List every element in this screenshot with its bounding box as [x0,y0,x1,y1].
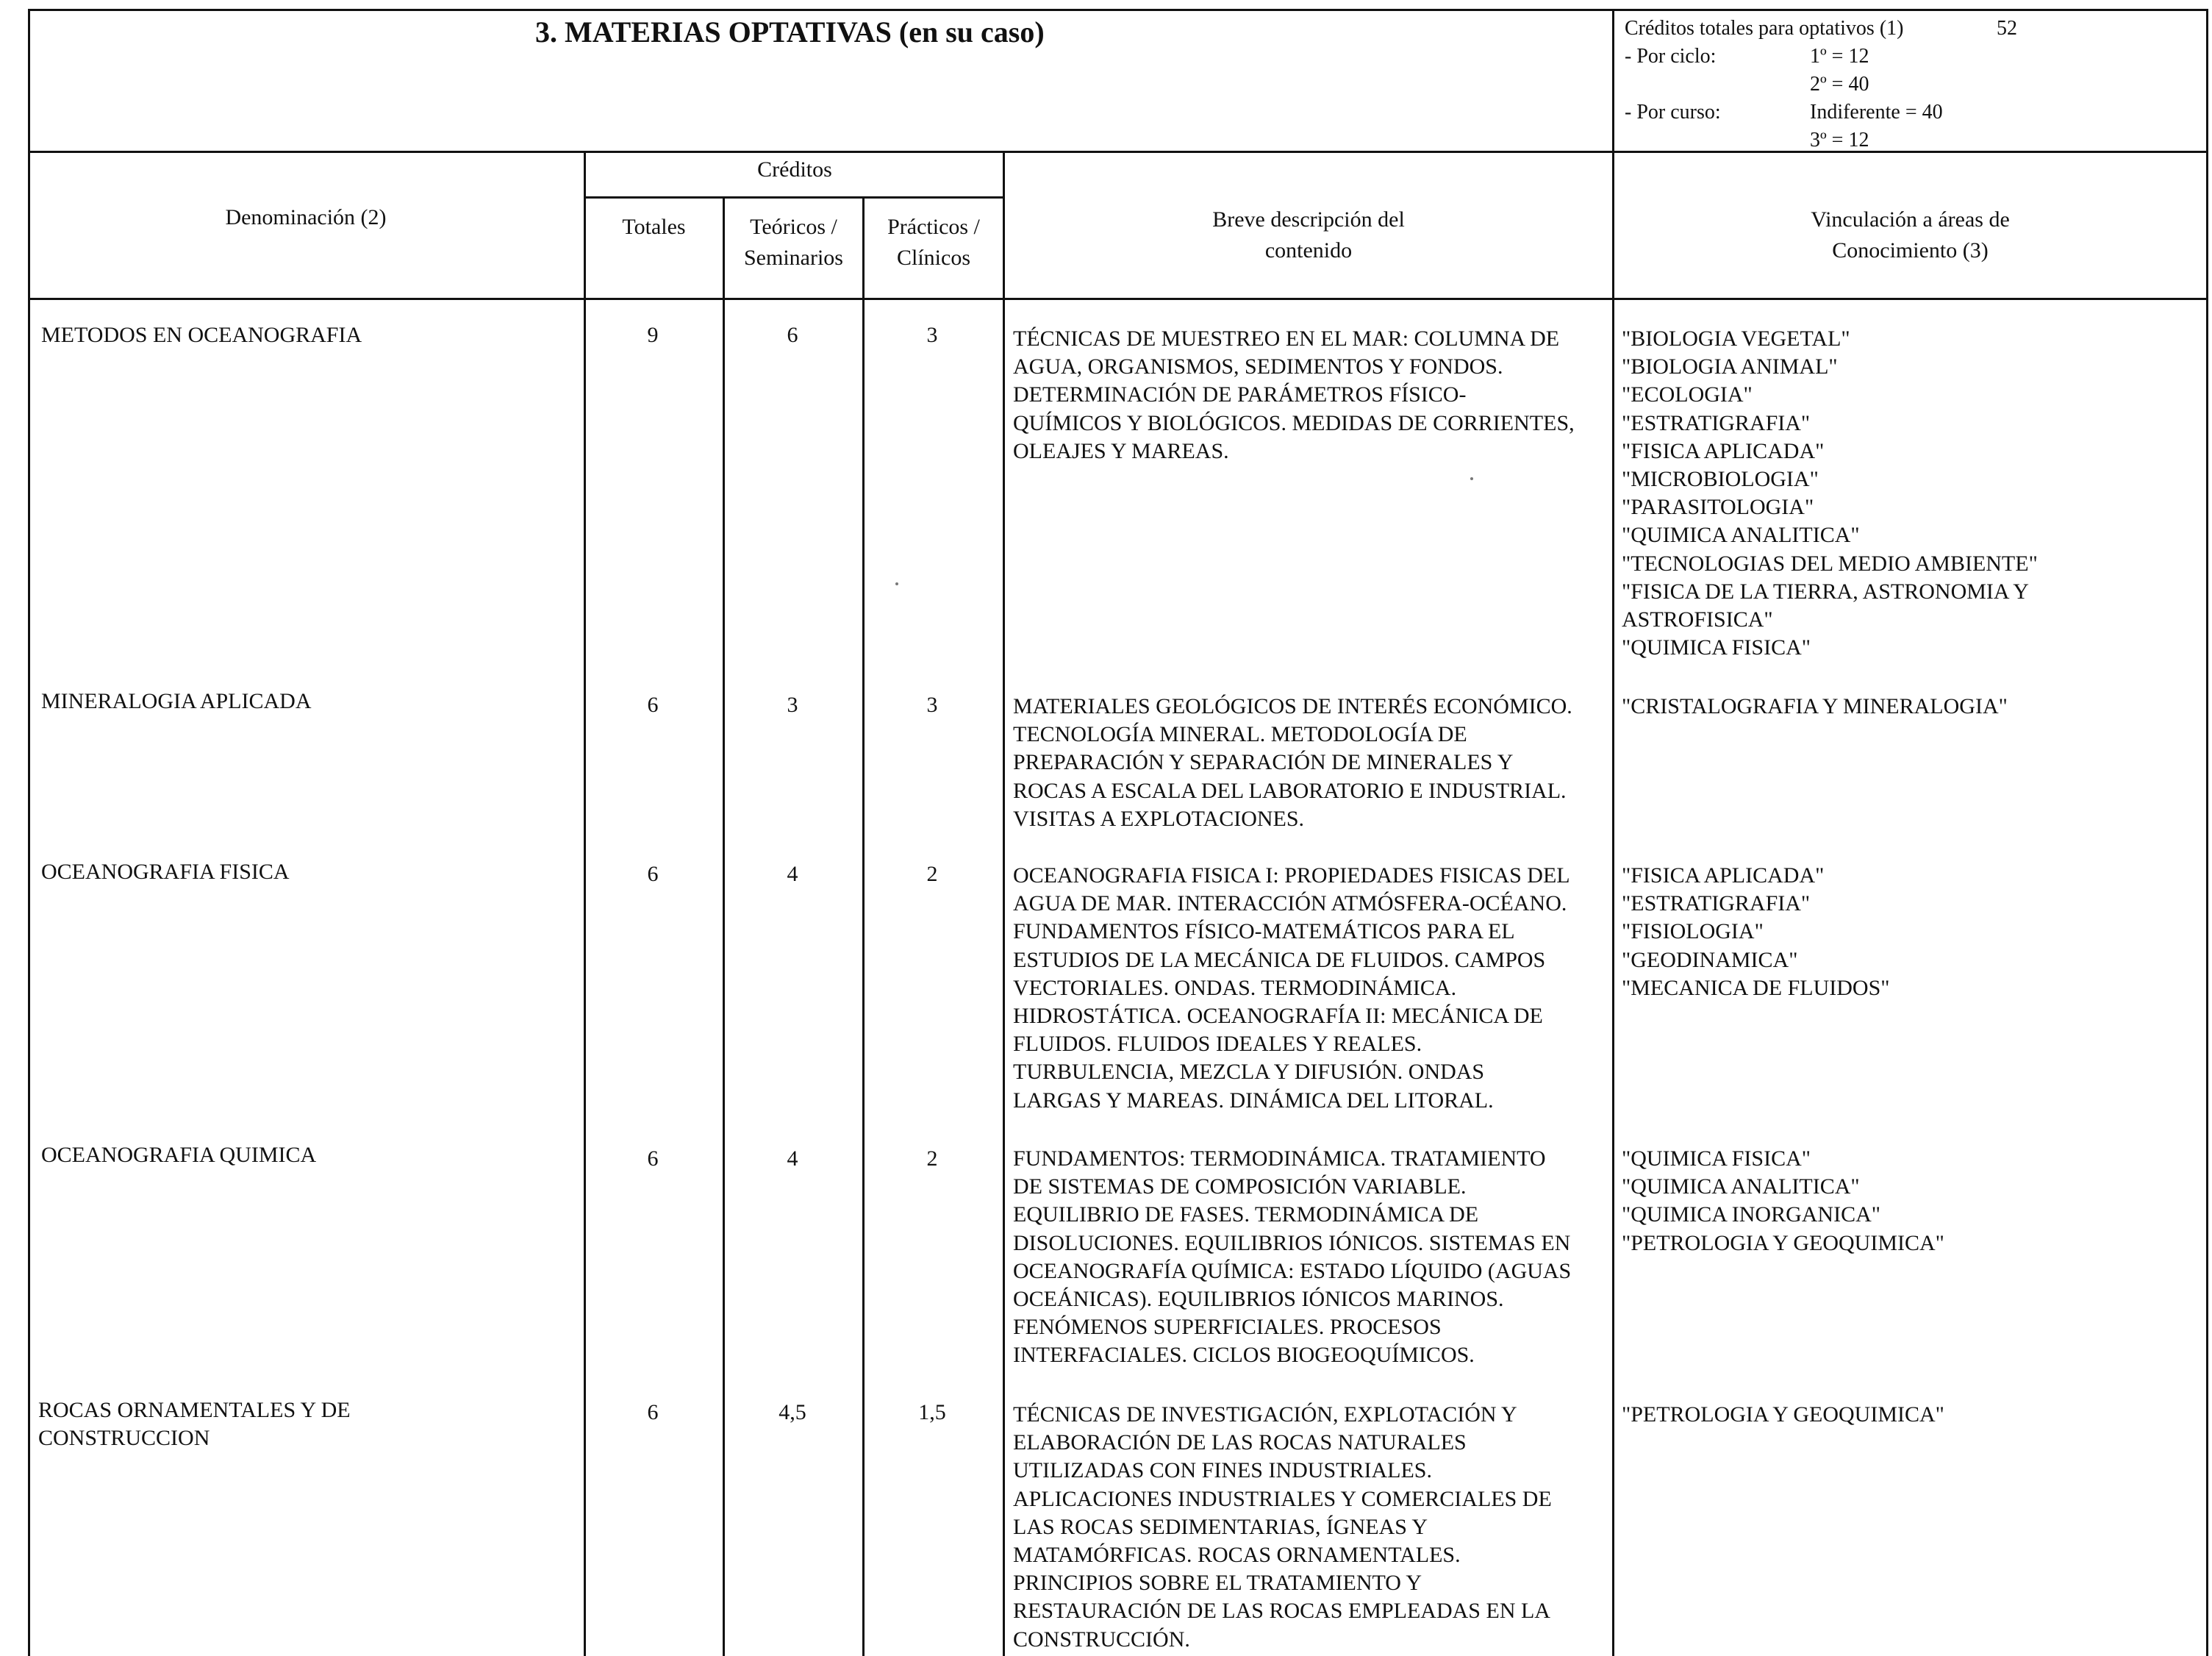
section-title: 3. MATERIAS OPTATIVAS (en su caso) [535,15,1045,49]
description-line: MATERIALES GEOLÓGICOS DE INTERÉS ECONÓMICO. [1013,694,1572,718]
description-line: RESTAURACIÓN DE LAS ROCAS EMPLEADAS EN LA [1013,1599,1550,1624]
header-bottom-border [28,298,2208,300]
row-areas [1622,1145,1944,1257]
description-line: OCEÁNICAS). EQUILIBRIOS IÓNICOS MARINOS. [1013,1287,1504,1312]
row-practicos: 2 [926,862,938,886]
area-line: "CRISTALOGRAFIA Y MINERALOGIA" [1622,694,2008,718]
row-name: METODOS EN OCEANOGRAFIA [41,323,362,347]
creditos-divider [585,196,1004,199]
description-line: DETERMINACIÓN DE PARÁMETROS FÍSICO- [1013,382,1467,407]
col-divider-teoricos [862,196,865,1656]
area-line: "FISIOLOGIA" [1622,919,1764,944]
row-totales: 6 [647,693,659,717]
area-line: "PETROLOGIA Y GEOQUIMICA" [1622,1230,1944,1255]
row-practicos: 3 [926,693,938,717]
description-line: TÉCNICAS DE MUESTREO EN EL MAR: COLUMNA DE [1013,326,1560,351]
description-line: LAS ROCAS SEDIMENTARIAS, ÍGNEAS Y [1013,1514,1428,1539]
row-name: OCEANOGRAFIA FISICA [41,860,290,884]
description-line: OCEANOGRAFIA FISICA I: PROPIEDADES FISICAS DEL [1013,863,1570,888]
row-practicos: 3 [926,323,938,347]
area-line: "QUIMICA FISICA" [1622,635,1811,660]
description-line: TÉCNICAS DE INVESTIGACIÓN, EXPLOTACIÓN Y [1013,1402,1517,1427]
row-description [1013,325,1575,465]
description-line: ELABORACIÓN DE LAS ROCAS NATURALES [1013,1430,1467,1455]
area-line: "FISICA APLICADA" [1622,863,1825,888]
row-practicos: 2 [926,1146,938,1171]
description-line: QUÍMICOS Y BIOLÓGICOS. MEDIDAS DE CORRIENTES, [1013,410,1575,435]
description-line: VISITAS A EXPLOTACIONES. [1013,806,1305,831]
table-right-border [2206,9,2208,1656]
area-line: "GEODINAMICA" [1622,947,1798,972]
row-description [1013,693,1572,833]
area-line: "TECNOLOGIAS DEL MEDIO AMBIENTE" [1622,551,2038,576]
description-line: AGUA DE MAR. INTERACCIÓN ATMÓSFERA-OCÉANO. [1013,891,1567,916]
area-line: "BIOLOGIA VEGETAL" [1622,326,1850,351]
row-name-line2: CONSTRUCCION [38,1426,210,1450]
description-line: HIDROSTÁTICA. OCEANOGRAFÍA II: MECÁNICA DE [1013,1004,1543,1029]
header-teoricos-line2: Seminarios [744,246,843,270]
description-line: DE SISTEMAS DE COMPOSICIÓN VARIABLE. [1013,1174,1467,1199]
optional-subjects-table [28,9,2208,1656]
header-practicos-line1: Prácticos / [887,215,980,239]
description-line: FLUIDOS. FLUIDOS IDEALES Y REALES. [1013,1032,1422,1057]
description-line: CONSTRUCCIÓN. [1013,1627,1190,1652]
description-line: APLICACIONES INDUSTRIALES Y COMERCIALES DE [1013,1486,1552,1511]
description-line: ESTUDIOS DE LA MECÁNICA DE FLUIDOS. CAMPOS [1013,947,1546,972]
description-line: ROCAS A ESCALA DEL LABORATORIO E INDUSTRIAL. [1013,778,1567,803]
row-description [1013,1401,1552,1654]
description-line: OCEANOGRAFÍA QUÍMICA: ESTADO LÍQUIDO (AGUAS [1013,1258,1572,1283]
area-line: "PETROLOGIA Y GEOQUIMICA" [1622,1402,1944,1427]
col-divider-name [584,151,586,1656]
row-areas [1622,1401,1944,1429]
header-denominacion: Denominación (2) [225,205,387,229]
header-creditos: Créditos [757,157,832,182]
area-line: ASTROFISICA" [1622,607,1773,632]
row-teoricos: 4 [787,862,798,886]
row-totales: 6 [647,1400,659,1424]
header-descripcion-line2: contenido [1264,238,1353,263]
row-name-line1: ROCAS ORNAMENTALES Y DE [38,1398,351,1422]
por-ciclo-label: - Por ciclo: [1625,45,1717,68]
row-totales: 6 [647,1146,659,1171]
description-line: LARGAS Y MAREAS. DINÁMICA DEL LITORAL. [1013,1088,1494,1113]
description-line: DISOLUCIONES. EQUILIBRIOS IÓNICOS. SISTEMAS EN [1013,1230,1571,1255]
description-line: VECTORIALES. ONDAS. TERMODINÁMICA. [1013,975,1457,1000]
row-totales: 6 [647,862,659,886]
total-credits-value: 52 [1997,17,2017,40]
area-line: "QUIMICA ANALITICA" [1622,523,1860,548]
header-practicos-line2: Clínicos [896,246,970,270]
area-line: "QUIMICA ANALITICA" [1622,1174,1860,1199]
total-credits-label: Créditos totales para optativos (1) [1625,17,1904,40]
scan-speck [1470,477,1473,480]
curso-3-value: 3º = 12 [1810,129,1869,151]
table-left-border [28,9,30,1656]
header-vinculacion-line1: Vinculación a áreas de [1811,207,2010,232]
col-divider-totales [723,196,725,1656]
row-areas [1622,862,1890,1002]
description-line: FUNDAMENTOS FÍSICO-MATEMÁTICOS PARA EL [1013,919,1515,944]
area-line: "MECANICA DE FLUIDOS" [1622,975,1890,1000]
description-line: UTILIZADAS CON FINES INDUSTRIALES. [1013,1458,1432,1483]
area-line: "FISICA APLICADA" [1622,438,1825,463]
row-name: MINERALOGIA APLICADA [41,689,312,713]
area-line: "MICROBIOLOGIA" [1622,467,1819,492]
row-description [1013,862,1570,1115]
area-line: "QUIMICA INORGANICA" [1622,1202,1880,1227]
scan-speck [895,582,898,585]
row-name: OCEANOGRAFIA QUIMICA [41,1143,317,1167]
area-line: "ECOLOGIA" [1622,382,1753,407]
description-line: TURBULENCIA, MEZCLA Y DIFUSIÓN. ONDAS [1013,1060,1485,1085]
row-teoricos: 6 [787,323,798,347]
description-line: EQUILIBRIO DE FASES. TERMODINÁMICA DE [1013,1202,1479,1227]
description-line: FENÓMENOS SUPERFICIALES. PROCESOS [1013,1315,1442,1340]
row-areas [1622,693,2008,721]
ciclo-2-value: 2º = 40 [1810,73,1869,96]
ciclo-1-value: 1º = 12 [1810,45,1869,68]
row-teoricos: 4 [787,1146,798,1171]
row-teoricos: 3 [787,693,798,717]
header-divider [28,151,2208,153]
header-totales: Totales [622,215,686,239]
description-line: MATAMÓRFICAS. ROCAS ORNAMENTALES. [1013,1543,1461,1568]
header-descripcion-line1: Breve descripción del [1212,207,1405,232]
area-line: "ESTRATIGRAFIA" [1622,891,1811,916]
description-line: OLEAJES Y MAREAS. [1013,438,1229,463]
description-line: INTERFACIALES. CICLOS BIOGEOQUÍMICOS. [1013,1343,1475,1368]
area-line: "QUIMICA FISICA" [1622,1146,1811,1171]
area-line: "PARASITOLOGIA" [1622,495,1814,520]
row-teoricos: 4,5 [779,1400,806,1424]
row-practicos: 1,5 [918,1400,946,1424]
description-line: AGUA, ORGANISMOS, SEDIMENTOS Y FONDOS. [1013,354,1503,379]
row-description [1013,1145,1571,1370]
col-divider-practicos [1003,151,1005,1656]
row-areas [1622,325,2038,662]
description-line: FUNDAMENTOS: TERMODINÁMICA. TRATAMIENTO [1013,1146,1546,1171]
table-top-border [28,9,2208,11]
row-totales: 9 [647,323,659,347]
area-line: "FISICA DE LA TIERRA, ASTRONOMIA Y [1622,579,2029,604]
area-line: "BIOLOGIA ANIMAL" [1622,354,1838,379]
area-line: "ESTRATIGRAFIA" [1622,410,1811,435]
description-line: PRINCIPIOS SOBRE EL TRATAMIENTO Y [1013,1571,1422,1596]
description-line: PREPARACIÓN Y SEPARACIÓN DE MINERALES Y [1013,750,1514,775]
description-line: TECNOLOGÍA MINERAL. METODOLOGÍA DE [1013,722,1467,747]
header-vinculacion-line2: Conocimiento (3) [1832,238,1989,263]
curso-indiferente-value: Indiferente = 40 [1810,101,1943,124]
header-teoricos-line1: Teóricos / [750,215,837,239]
por-curso-label: - Por curso: [1625,101,1721,124]
